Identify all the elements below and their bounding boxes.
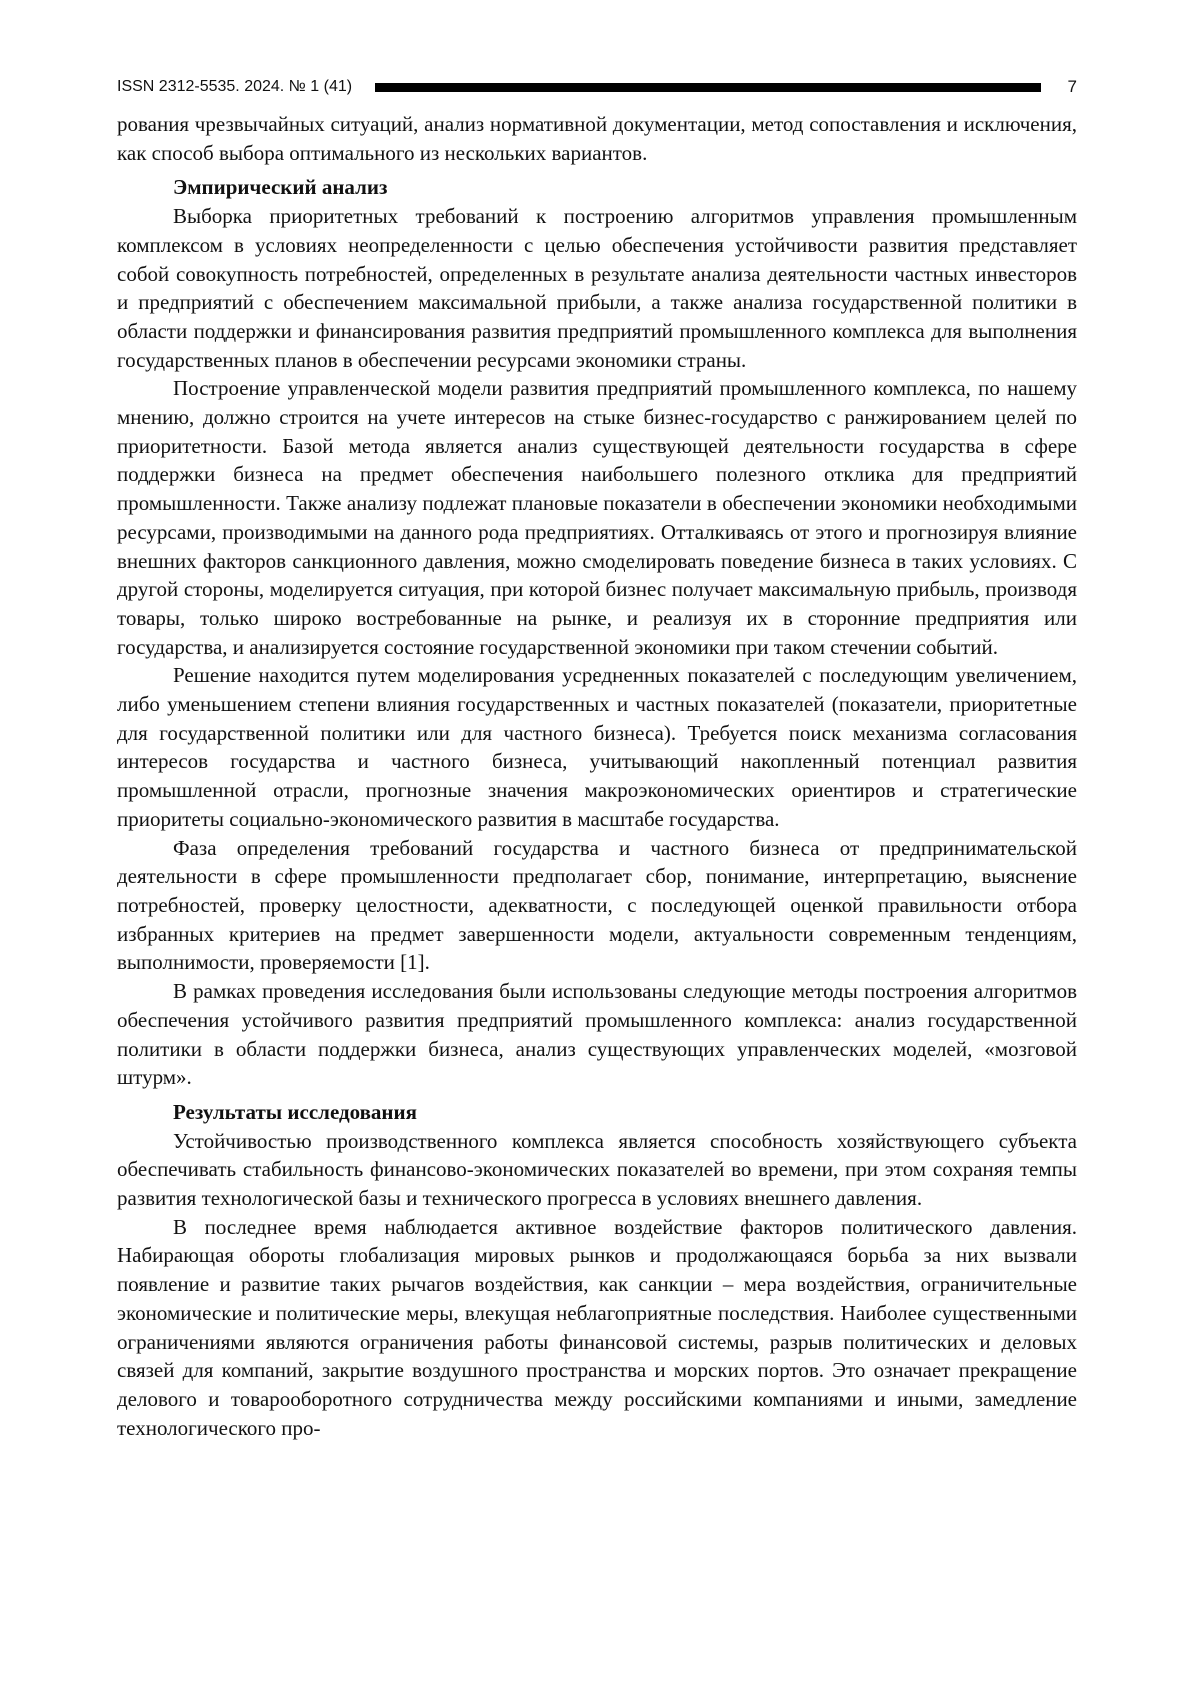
running-header — [117, 76, 1077, 98]
paragraph: Решение находится путем моделирования усредненных показателей с последующим увеличением, либо уменьшением степени влияния государственных и частных показателей (показатели, приоритетные для государственной политики или для частного бизнеса). Требуется поиск механизма согласования интересов государства и частного бизнеса, учитывающий накопленный потенциал развития промышленной отрасли, прогнозные значения макроэкономических ориентиров и стратегические приоритеты социально-экономического развития в масштабе государства. — [117, 663, 1077, 831]
paragraph: В последнее время наблюдается активное воздействие факторов политического давления. Набирающая обороты глобализация мировых рынков и продолжающаяся борьба за них вызвали появление и развитие таких рычагов воздействия, как санкции – мера воздействия, ограничительные экономические и политические меры, влекущая неблагоприятные последствия. Наиболее существенными ограничениями являются ограничения работы финансовой системы, разрыв политических и деловых связей для компаний, закрытие воздушного пространства и морских портов. Это означает прекращение делового и товарооборотного сотрудничества между российскими компаниями и иными, замедление технологического про- — [117, 1214, 1077, 1440]
paragraph: Устойчивостью производственного комплекса является способность хозяйствующего субъекта обеспечивать стабильность финансово-экономических показателей во времени, при этом сохраняя темпы развития технологической базы и технического прогресса в условиях внешнего давления. — [117, 1128, 1077, 1211]
header-rule — [375, 83, 1041, 92]
paragraph: Фаза определения требований государства и частного бизнеса от предпринимательской деятельности в сфере промышленности предполагает сбор, понимание, интерпретацию, выяснение потребностей, проверку целостности, адекватности, с последующей оценкой правильности отбора избранных критериев на предмет завершенности модели, актуальности современным тенденциям, выполнимости, проверяемости [1]. — [117, 835, 1077, 975]
section-heading-empirical: Эмпирический анализ — [173, 175, 388, 200]
issn-label: ISSN 2312-5535. 2024. № 1 (41) — [117, 78, 353, 95]
paragraph: В рамках проведения исследования были использованы следующие методы построения алгоритмов обеспечения устойчивого развития предприятий промышленного комплекса: анализ государственной политики в области поддержки бизнеса, анализ существующих управленческих моделей, «мозговой штурм». — [117, 979, 1077, 1090]
article-body — [117, 110, 1077, 1442]
paragraph: Выборка приоритетных требований к построению алгоритмов управления промышленным комплексом в условиях неопределенности с целью обеспечения устойчивости развития представляет собой совокупность потребностей, определенных в результате анализа деятельности частных инвесторов и предприятий с обеспечением максимальной прибыли, а также анализа государственной политики в области поддержки и финансирования развития предприятий промышленного комплекса для выполнения государственных планов в обеспечении ресурсами экономики страны. — [117, 204, 1077, 372]
paragraph: Построение управленческой модели развития предприятий промышленного комплекса, по нашему мнению, должно строится на учете интересов на стыке бизнес-государство с ранжированием целей по приоритетности. Базой метода является анализ существующей деятельности государства в сфере поддержки бизнеса на предмет обеспечения наибольшего полезного отклика для предприятий промышленности. Также анализу подлежат плановые показатели в обеспечении экономики необходимыми ресурсами, производимыми на данного рода предприятиях. Отталкиваясь от этого и прогнозируя влияние внешних факторов санкционного давления, можно смоделировать поведение бизнеса в таких условиях. С другой стороны, моделируется ситуация, при которой бизнес получает максимальную прибыль, производя товары, только широко востребованные на рынке, и реализуя их в сторонние предприятия или государства, и анализируется состояние государственной экономики при таком стечении событий. — [117, 376, 1077, 659]
section-heading-results: Результаты исследования — [173, 1099, 417, 1124]
page-number: 7 — [1067, 77, 1077, 96]
paragraph-continuation: рования чрезвычайных ситуаций, анализ нормативной документации, метод сопоставления и исключения, как способ выбора оптимального из нескольких вариантов. — [117, 112, 1077, 165]
